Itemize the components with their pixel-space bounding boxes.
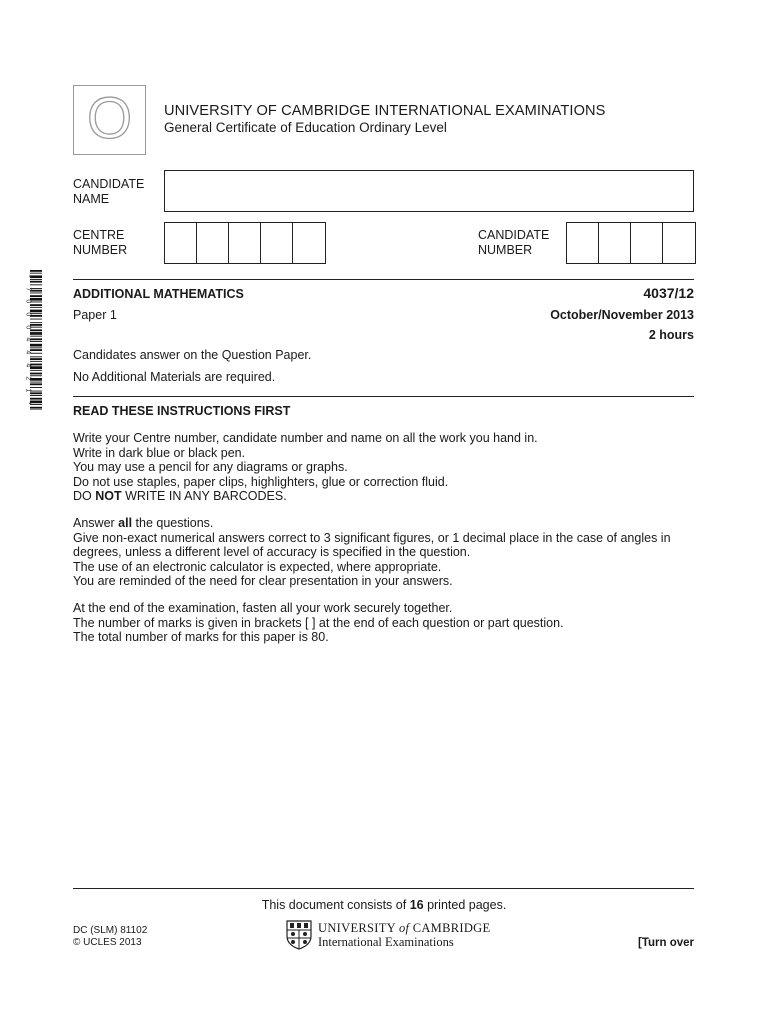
barcode-digit: * — [24, 401, 32, 405]
instruction-line: You may use a pencil for any diagrams or graphs. — [73, 460, 348, 475]
centre-digit-box[interactable] — [229, 223, 261, 263]
centre-digit-box[interactable] — [197, 223, 229, 263]
barcode-bar — [30, 378, 42, 381]
barcode-bar — [30, 281, 42, 283]
barcode-bar — [30, 336, 42, 337]
centre-number-field[interactable] — [164, 222, 326, 264]
candidate-digit-box[interactable] — [663, 223, 695, 263]
barcode-bar — [30, 293, 42, 294]
barcode-bar — [30, 404, 42, 405]
centre-number-label-line1: CENTRE — [73, 228, 125, 242]
barcode-bar — [30, 288, 42, 289]
barcode-bar — [30, 375, 42, 376]
centre-digit-box[interactable] — [261, 223, 293, 263]
instructions-block-2 — [73, 516, 694, 589]
barcode-bar — [30, 387, 42, 388]
barcode-bar — [30, 401, 42, 404]
candidate-name-field[interactable] — [164, 170, 694, 212]
logo-name-part: CAMBRIDGE — [409, 921, 491, 935]
cambridge-logo-name — [318, 921, 490, 936]
barcode-bar — [30, 383, 42, 385]
candidate-number-field[interactable] — [566, 222, 696, 264]
candidate-digit-box[interactable] — [631, 223, 663, 263]
barcode-bar — [30, 273, 42, 274]
barcode-bar — [30, 361, 42, 362]
barcode-digit: 1 — [24, 388, 32, 393]
barcode-bar — [30, 327, 42, 328]
candidate-number-label-line2: NUMBER — [478, 243, 533, 257]
exam-session: October/November 2013 — [550, 308, 694, 322]
barcode-bar — [30, 275, 42, 278]
barcode-bar — [30, 313, 42, 314]
qualification-title: General Certificate of Education Ordinary Level — [164, 120, 447, 135]
materials-note: No Additional Materials are required. — [73, 370, 276, 384]
barcode-bar — [30, 290, 42, 292]
candidate-name-label — [73, 177, 144, 207]
barcode-digit: * — [24, 274, 32, 278]
barcode-digit: 7 — [24, 287, 32, 291]
barcode-bar — [30, 356, 42, 357]
instruction-line: Do not use staples, paper clips, highlighters, glue or correction fluid. — [73, 474, 449, 489]
barcode-digit: 2 — [24, 375, 32, 380]
copyright: © UCLES 2013 — [73, 937, 142, 948]
turn-over: [Turn over — [637, 937, 694, 949]
page-count-post: printed pages. — [423, 898, 507, 912]
barcode-bar — [30, 322, 42, 323]
logo-name-part: UNIVERSITY — [318, 921, 399, 935]
instruction-line: The number of marks is given in brackets [ ] at the end of each question or part question. — [73, 615, 564, 630]
barcode-bar — [30, 373, 42, 375]
barcode-bar — [30, 407, 42, 409]
centre-digit-box[interactable] — [293, 223, 325, 263]
exam-duration: 2 hours — [648, 328, 694, 342]
barcode-bar — [30, 349, 42, 351]
answer-instruction-emphasis: all — [118, 516, 133, 530]
barcode-bar — [30, 279, 42, 280]
barcode-instruction-emphasis: NOT — [95, 489, 122, 504]
barcode-bar — [30, 284, 42, 285]
barcode-bar — [30, 310, 42, 313]
barcode-bar — [30, 307, 42, 308]
barcode-bar — [30, 364, 42, 366]
instruction-line: You are reminded of the need for clear presentation in your answers. — [73, 574, 453, 589]
barcode-digit: 4 — [24, 337, 32, 342]
subject-title: ADDITIONAL MATHEMATICS — [73, 287, 244, 301]
barcode-bar — [30, 295, 42, 297]
barcode-instruction-pre: DO — [73, 489, 96, 504]
logo-name-of: of — [398, 921, 410, 935]
barcode-bar — [30, 410, 42, 411]
page-count-pre: This document consists of — [261, 898, 410, 912]
instructions-block-3 — [73, 601, 694, 645]
barcode-bar — [30, 341, 42, 342]
footer-codes — [73, 925, 147, 949]
barcode-bar — [30, 366, 42, 369]
candidate-digit-box[interactable] — [599, 223, 631, 263]
barcode-bar — [30, 395, 42, 396]
cambridge-crest-icon — [286, 920, 312, 950]
answer-instruction-pre: Answer — [73, 516, 119, 530]
barcode-bar — [30, 347, 42, 348]
instruction-line: Write your Centre number, candidate number and name on all the work you hand in. — [73, 431, 538, 445]
page-count-note — [0, 898, 768, 912]
instruction-line: The total number of marks for this paper is 80. — [73, 630, 329, 645]
barcode-bar — [30, 315, 42, 317]
barcode-digit: 0 — [24, 325, 32, 330]
divider — [73, 396, 694, 397]
barcode-digit: 0 — [24, 312, 32, 317]
barcode-bar — [30, 398, 42, 400]
instructions-heading: READ THESE INSTRUCTIONS FIRST — [73, 404, 291, 418]
answer-instruction — [73, 516, 694, 531]
barcode-instruction — [73, 489, 694, 504]
barcode-bar — [30, 358, 42, 360]
barcode-bar — [30, 329, 42, 331]
centre-number-label-line2: NUMBER — [73, 243, 128, 257]
candidate-number-label — [478, 228, 549, 258]
barcode-bar — [30, 302, 42, 303]
barcode-bar — [30, 270, 42, 272]
instruction-line: At the end of the examination, fasten all your work securely together. — [73, 601, 453, 615]
barcode-bar — [30, 332, 42, 335]
barcode-bar — [30, 338, 42, 340]
barcode-instruction-post: WRITE IN ANY BARCODES. — [121, 489, 287, 504]
barcode-bar — [30, 392, 42, 394]
instruction-line: The use of an electronic calculator is expected, where appropriate. — [73, 559, 442, 574]
divider — [73, 279, 694, 280]
barcode-bar — [30, 353, 42, 354]
candidate-name-label-line2: NAME — [73, 192, 110, 206]
barcode-bar — [30, 382, 42, 383]
barcode-bar — [30, 370, 42, 371]
instruction-line: Write in dark blue or black pen. — [73, 445, 246, 460]
page-count: 16 — [409, 898, 424, 912]
cambridge-logo-subtitle: International Examinations — [318, 935, 454, 949]
barcode-digit: 4 — [24, 350, 32, 355]
centre-number-label — [73, 228, 127, 258]
candidate-name-label-line1: CANDIDATE — [73, 177, 145, 191]
centre-digit-box[interactable] — [165, 223, 197, 263]
barcode-bar — [30, 344, 42, 347]
instructions-block-1 — [73, 431, 694, 504]
barcode-bar — [30, 298, 42, 301]
paper-number: Paper 1 — [73, 308, 117, 322]
barcode-bar — [30, 391, 42, 392]
level-letter: O — [86, 86, 133, 151]
answer-note: Candidates answer on the Question Paper. — [73, 348, 312, 362]
level-logo — [73, 85, 146, 155]
barcode-bar — [30, 319, 42, 320]
barcode — [30, 270, 42, 410]
barcode-digits — [21, 270, 32, 410]
answer-instruction-post: the questions. — [132, 516, 214, 530]
barcode-digit: 0 — [24, 299, 32, 304]
barcode-digit: 4 — [24, 363, 32, 368]
candidate-number-label-line1: CANDIDATE — [478, 228, 550, 242]
barcode-bar — [30, 324, 42, 326]
document-code: DC (SLM) 81102 — [73, 925, 148, 936]
exam-board-title: UNIVERSITY OF CAMBRIDGE INTERNATIONAL EXAMINATIONS — [164, 103, 606, 119]
footer-divider — [73, 888, 694, 889]
candidate-digit-box[interactable] — [567, 223, 599, 263]
instruction-line: Give non-exact numerical answers correct to 3 significant figures, or 1 decimal place in the case of angles in degrees, unless a different level of accuracy is specified in the question. — [73, 530, 671, 560]
paper-code: 4037/12 — [643, 285, 694, 301]
barcode-bar — [30, 304, 42, 306]
